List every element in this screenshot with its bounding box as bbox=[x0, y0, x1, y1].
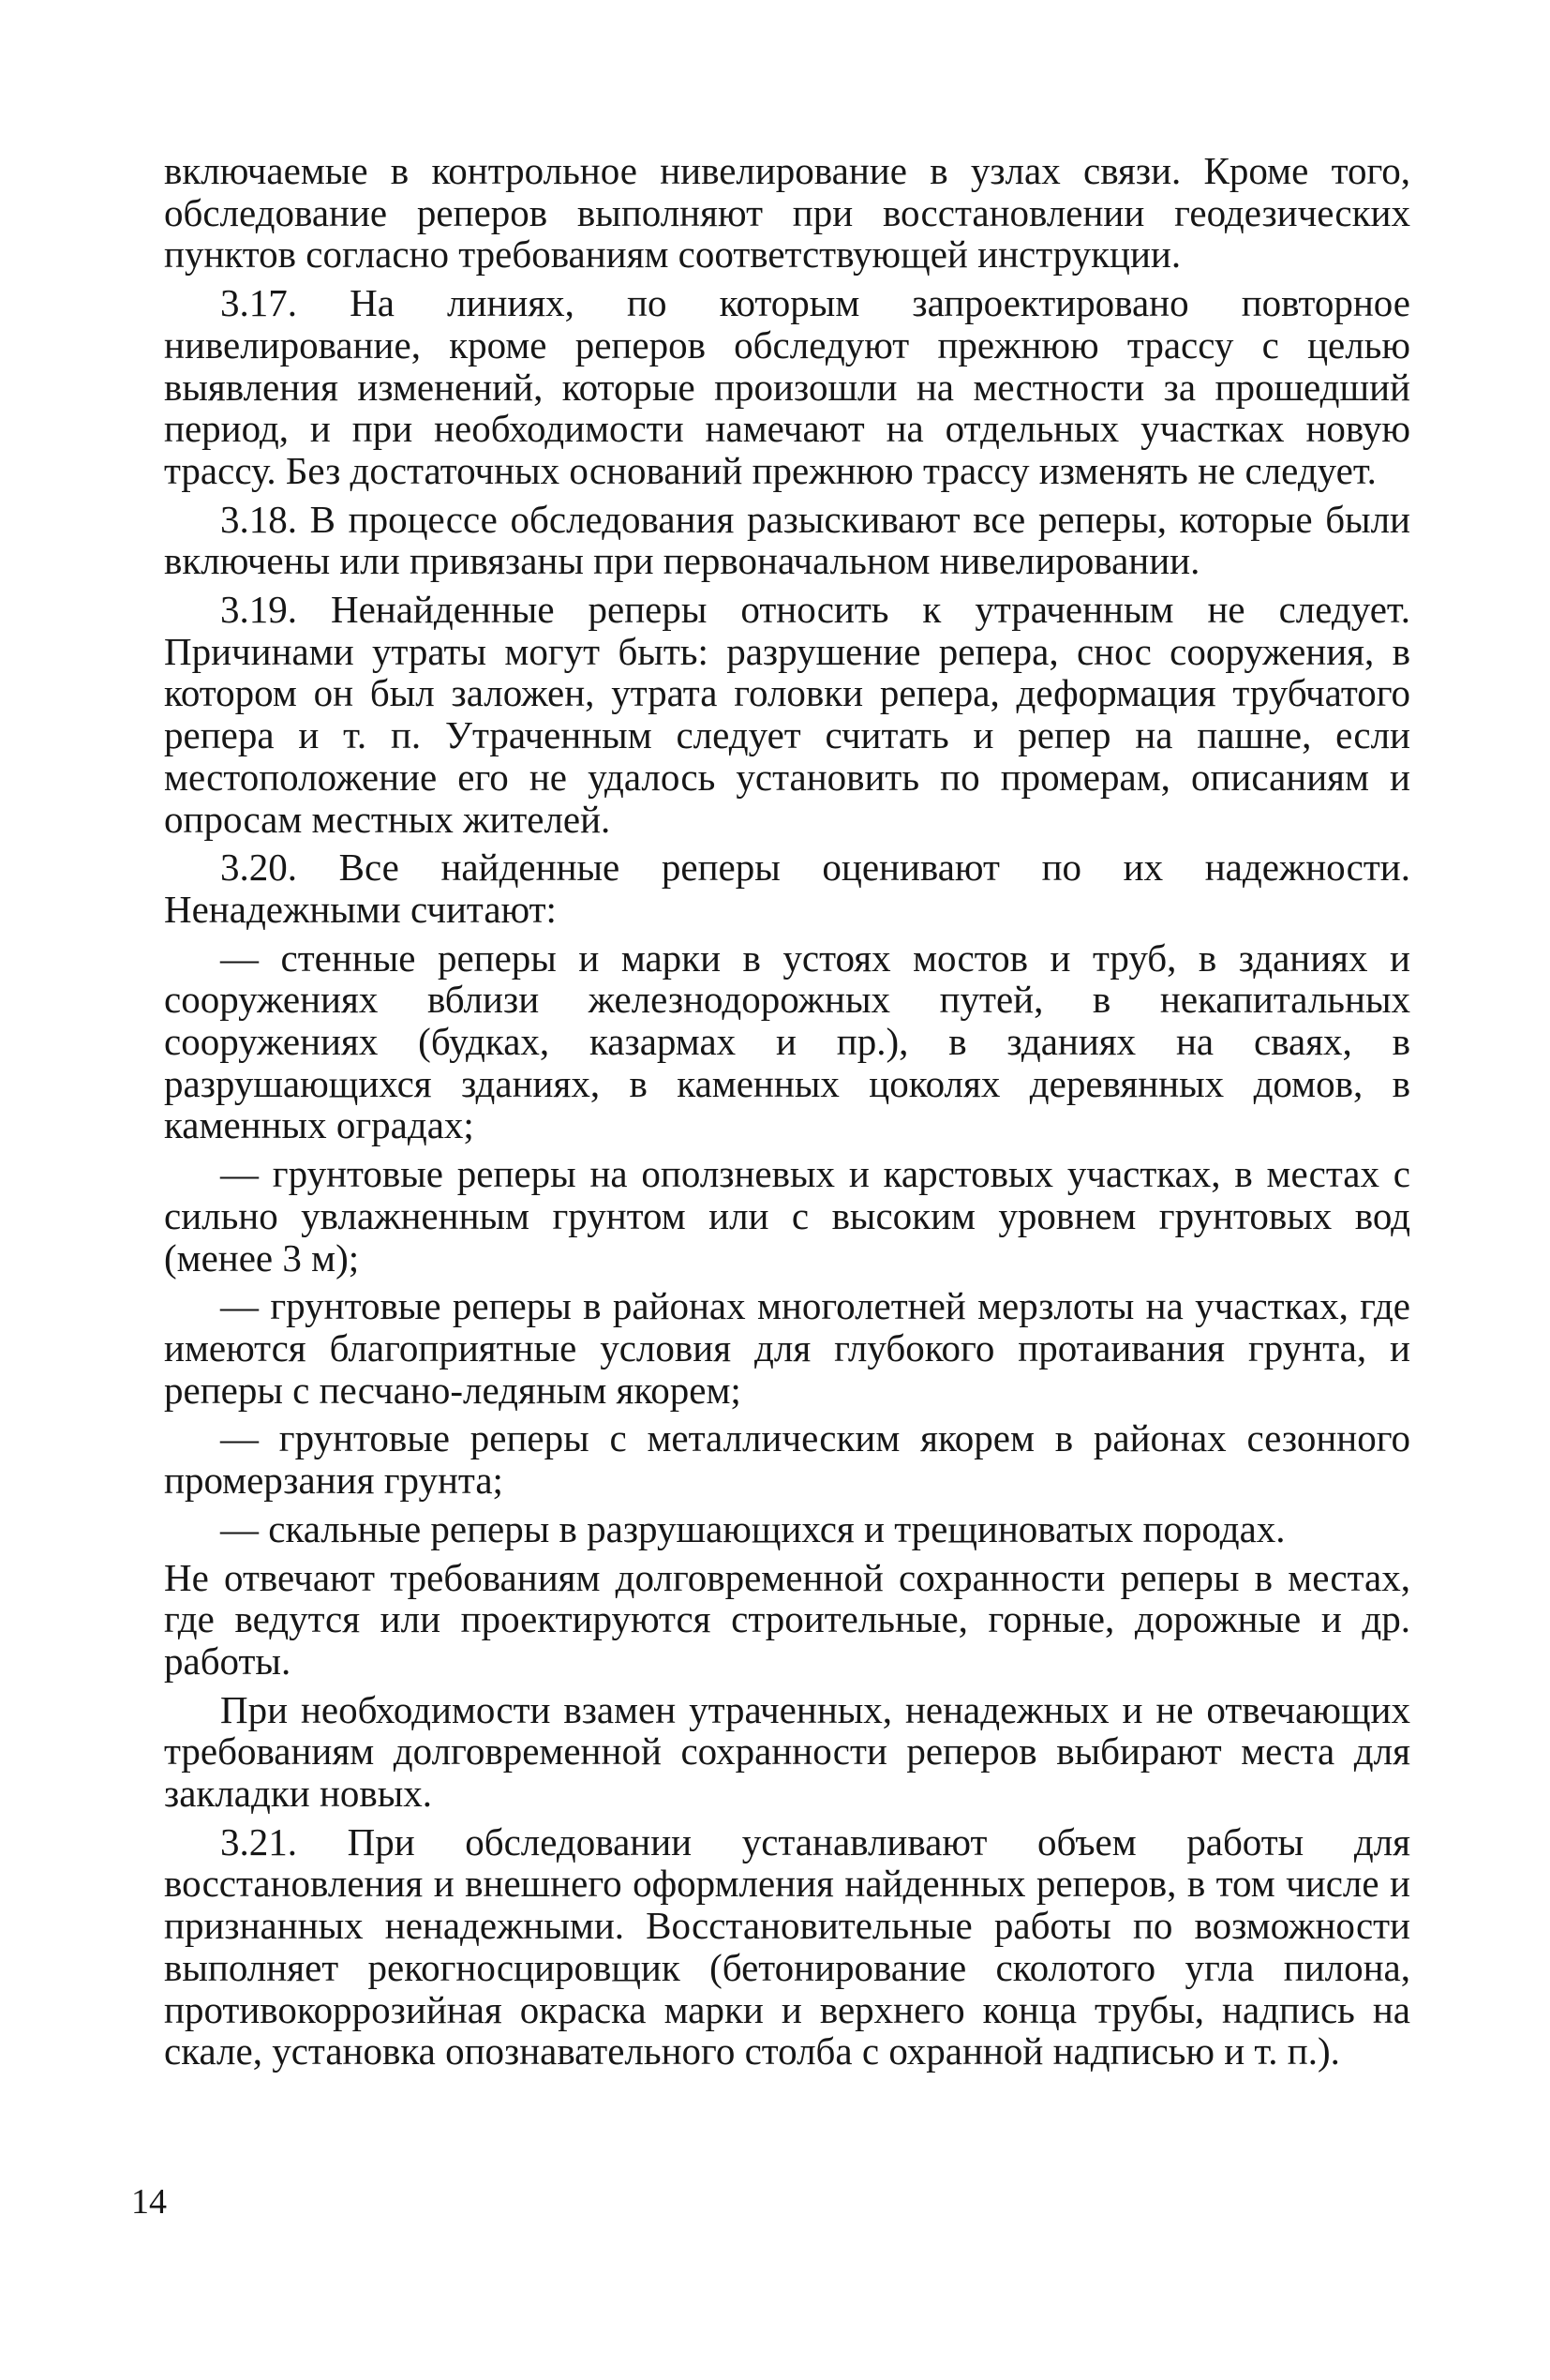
paragraph-3-20: 3.20. Все найденные реперы оценивают по их надежности. Ненадежными считают: bbox=[164, 846, 1410, 931]
paragraph-3-17: 3.17. На линиях, по которым запроектировано повторное нивелирование, кроме реперов обследуют прежнюю трассу с целью выявления изменений, которые произошли на местности за прошедший период, и при необходимости намечают на отдельных участках новую трассу. Без достаточных оснований прежнюю трассу изменять не следует. bbox=[164, 281, 1410, 492]
list-item-wall-benchmarks: — стенные реперы и марки в устоях мостов и труб, в зданиях и сооружениях вблизи железнодорожных путей, в некапитальных сооружениях (будках, казармах и пр.), в зданиях на сваях, в разрушающихся зданиях, в каменных цоколях деревянных домов, в каменных оградах; bbox=[164, 936, 1410, 1147]
document-body bbox=[164, 150, 1410, 2079]
list-item-ground-benchmarks-permafrost: — грунтовые реперы в районах многолетней мерзлоты на участках, где имеются благоприятные условия для глубокого протаивания грунта, и реперы с песчано-ледяным якорем; bbox=[164, 1284, 1410, 1412]
paragraph-continuation: включаемые в контрольное нивелирование в узлах связи. Кроме того, обследование реперов выполняют при восстановлении геодезических пунктов согласно требованиям соответствующей инструкции. bbox=[164, 149, 1410, 277]
paragraph-new-benchmarks: При необходимости взамен утраченных, ненадежных и не отвечающих требованиям долговременной сохранности реперов выбирают места для закладки новых. bbox=[164, 1687, 1410, 1816]
paragraph-3-21: 3.21. При обследовании устанавливают объем работы для восстановления и внешнего оформления найденных реперов, в том числе и признанных ненадежными. Восстановительные работы по возможности выполняет рекогносцировщик (бетонирование сколотого угла пилона, противокоррозийная окраска марки и верхнего конца трубы, надпись на скале, установка опознавательного столба с охранной надписью и т. п.). bbox=[164, 1819, 1410, 2073]
paragraph-long-term-preservation: Не отвечают требованиям долговременной сохранности реперы в местах, где ведутся или проектируются строительные, горные, дорожные и др. работы. bbox=[164, 1555, 1410, 1683]
list-item-ground-benchmarks-metal-anchor: — грунтовые реперы с металлическим якорем в районах сезонного промерзания грунта; bbox=[164, 1416, 1410, 1503]
list-item-rock-benchmarks: — скальные реперы в разрушающихся и трещиноватых породах. bbox=[220, 1506, 1286, 1550]
paragraph-3-19: 3.19. Ненайденные реперы относить к утраченным не следует. Причинами утраты могут быть: разрушение репера, снос сооружения, в котором он был заложен, утрата головки репера, деформация трубчатого репера и т. п. Утраченным следует считать и репер на пашне, если местоположение его не удалось установить по промерам, описаниям и опросам местных жителей. bbox=[164, 588, 1410, 841]
page-number: 14 bbox=[131, 2182, 167, 2222]
list-item-ground-benchmarks-landslide: — грунтовые реперы на оползневых и карстовых участках, в местах с сильно увлажненным грунтом или с высоким уровнем грунтовых вод (менее 3 м); bbox=[164, 1152, 1410, 1280]
paragraph-3-18: 3.18. В процессе обследования разыскивают все реперы, которые были включены или привязаны при первоначальном нивелировании. bbox=[164, 497, 1410, 583]
